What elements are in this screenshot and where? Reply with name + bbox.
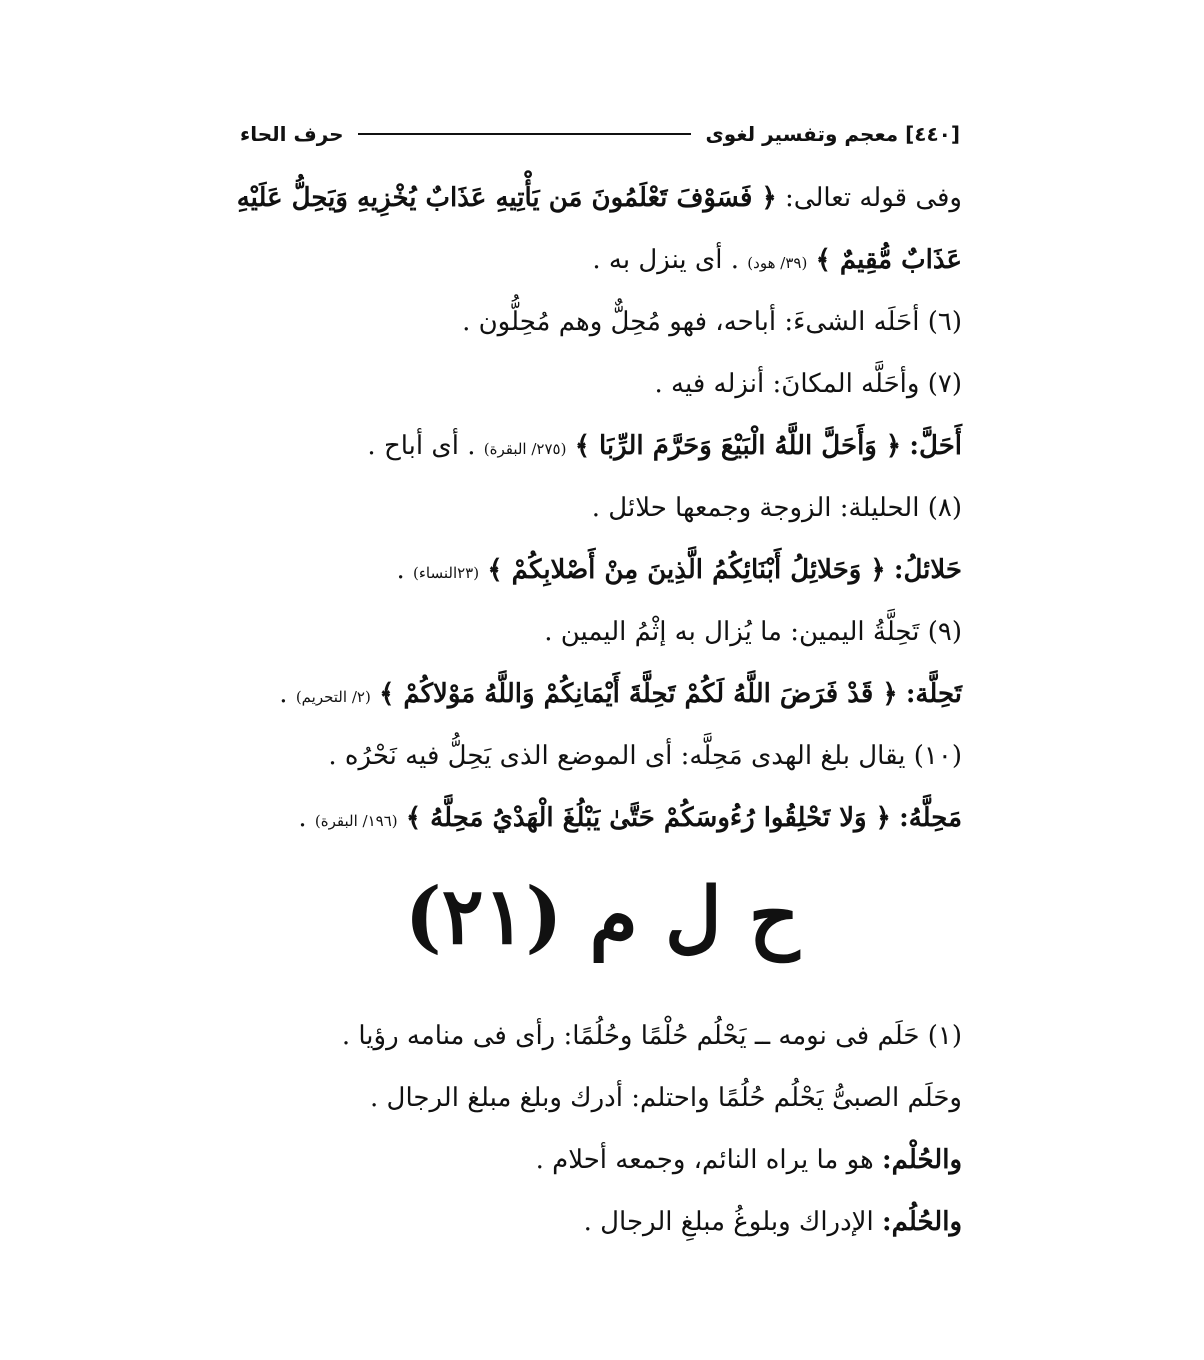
- entry-text: ما يُزال به إثْمُ اليمين .: [544, 617, 782, 647]
- entry-text: .: [298, 803, 307, 833]
- verse-reference: (٣٩/ هود): [747, 254, 808, 272]
- root-heading: ح ل م (٢١): [404, 871, 800, 962]
- entry-line: [592, 240, 962, 283]
- entry-term: تَحِلَّة:: [905, 679, 962, 709]
- entry-text: أى الموضع الذى يَحِلُّ فيه نَحْرُه .: [328, 741, 673, 771]
- entry-lead: (٧) وأحَلَّه المكانَ:: [772, 369, 962, 399]
- entry-text: .: [396, 555, 405, 585]
- entry-lead: وفى قوله تعالى:: [785, 183, 962, 213]
- entry-lead: (١) حَلَم فى نومه ــ يَحْلُم حُلْمًا وحُلُمًا:: [563, 1021, 962, 1051]
- entry-text: .: [279, 679, 288, 709]
- quran-quote: ﴿ قَدْ فَرَضَ اللَّهُ لَكُمْ تَحِلَّةَ أَيْمَانِكُمْ وَاللَّهُ مَوْلاكُمْ ﴾: [379, 679, 898, 709]
- entry-term: والحُلْم:: [882, 1145, 962, 1175]
- entry-line: [655, 364, 962, 404]
- entry-lead: (٨) الحليلة:: [839, 493, 962, 523]
- verse-reference: (١٩٦/ البقرة): [314, 812, 398, 830]
- quran-quote: ﴿ وَلا تَحْلِقُوا رُءُوسَكُمْ حَتَّىٰ يَبْلُغَ الْهَدْيُ مَحِلَّهُ ﴾: [405, 803, 891, 833]
- entry-line: [370, 1078, 962, 1118]
- entry-text: الزوجة وجمعها حلائل .: [591, 493, 832, 523]
- verse-reference: (٢/ التحريم): [295, 688, 371, 706]
- entry-text: . أى أباح .: [367, 431, 476, 461]
- entry-term: والحُلُم:: [882, 1207, 962, 1237]
- quran-quote: عَذَابٌ مُّقِيمٌ ﴾: [815, 245, 962, 275]
- entry-line: [298, 798, 962, 841]
- entry-text: أنزله فيه .: [654, 369, 765, 399]
- entry-line: [367, 426, 962, 469]
- entry-line: [592, 488, 962, 528]
- entry-line: [328, 736, 962, 776]
- entry-lead: (٩) تَحِلَّةُ اليمين:: [790, 617, 962, 647]
- entry-line: [237, 178, 962, 218]
- book-title: [٤٤٠] معجم وتفسير لغوى: [705, 122, 960, 146]
- entry-term: حَلائلُ:: [893, 555, 962, 585]
- entry-lead: (١٠) يقال بلغ الهدى مَحِلَّه:: [680, 741, 962, 771]
- entry-text: رأى فى منامه رؤيا .: [341, 1021, 556, 1051]
- quran-quote: ﴿ وَأَحَلَّ اللَّهُ الْبَيْعَ وَحَرَّمَ الرِّبَا ﴾: [574, 431, 902, 461]
- quran-quote: ﴿ فَسَوْفَ تَعْلَمُونَ مَن يَأْتِيهِ عَذَابٌ يُخْزِيهِ وَيَحِلُّ عَلَيْهِ: [236, 183, 777, 213]
- entry-line: [462, 302, 962, 342]
- entry-line: [584, 1202, 962, 1242]
- quran-quote: ﴿ وَحَلائِلُ أَبْنَائِكُمُ الَّذِينَ مِنْ أَصْلابِكُمْ ﴾: [487, 555, 886, 585]
- entry-term: أَحَلَّ:: [909, 431, 962, 461]
- entry-line: [536, 1140, 962, 1180]
- entry-line: [279, 674, 962, 717]
- entry-lead: وحَلَم الصبىُّ يَحْلُم حُلُمًا واحتلم:: [631, 1083, 962, 1113]
- page-header: [240, 118, 960, 150]
- section-title: حرف الحاء: [240, 122, 344, 146]
- verse-reference: (٢٣النساء): [413, 564, 480, 582]
- header-rule: [358, 133, 692, 135]
- verse-reference: (٢٧٥/ البقرة): [483, 440, 567, 458]
- entry-text: الإدراك وبلوغُ مبلغِ الرجال .: [583, 1207, 874, 1237]
- entry-lead: (٦) أحَلَه الشىءَ:: [784, 307, 962, 337]
- entry-line: [544, 612, 962, 652]
- entry-line: [396, 550, 962, 593]
- entry-text: أدرك وبلغ مبلغ الرجال .: [370, 1083, 623, 1113]
- entry-text: أباحه، فهو مُحِلٌّ وهم مُحِلُّون .: [462, 307, 777, 337]
- entry-text: هو ما يراه النائم، وجمعه أحلام .: [535, 1145, 874, 1175]
- entry-text: . أى ينزل به .: [592, 245, 740, 275]
- entry-term: مَحِلَّهُ:: [899, 803, 962, 833]
- entry-line: [342, 1016, 962, 1056]
